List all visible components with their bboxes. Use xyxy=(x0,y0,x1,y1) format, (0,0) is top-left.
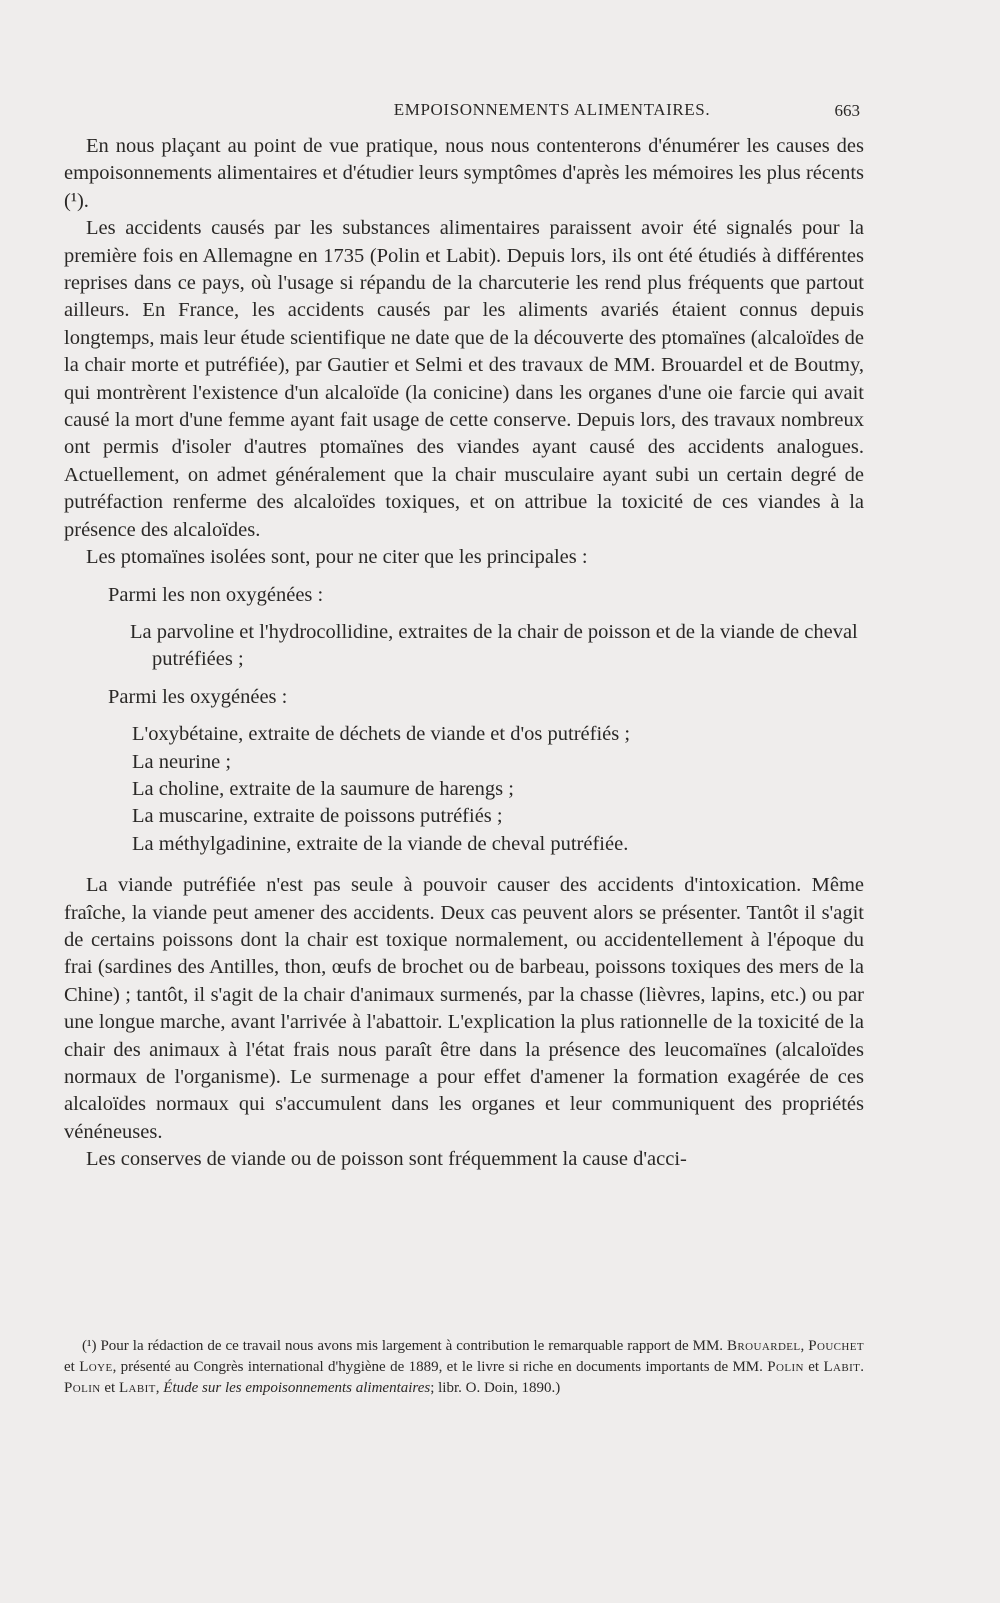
list-lead: Parmi les non oxygénées : xyxy=(108,583,324,606)
paragraph: Les ptomaïnes isolées sont, pour ne citer que les principales : xyxy=(86,546,588,569)
list-lead: Parmi les oxygénées : xyxy=(108,685,288,708)
list-item: La muscarine, extraite de poissons putréfiés ; xyxy=(132,805,503,828)
footnote-text: , xyxy=(155,1380,160,1396)
footnote-text: , xyxy=(800,1338,805,1354)
author-name: Polin xyxy=(64,1380,101,1396)
footnote-text: Pour la rédaction de ce travail nous avons mis largement à contribution le remarquable rapport de MM. xyxy=(100,1338,724,1354)
author-name: Labit xyxy=(118,1380,156,1396)
page-number: 663 xyxy=(834,101,860,120)
main-text xyxy=(64,133,864,1174)
list-item: La choline, extraite de la saumure de harengs ; xyxy=(132,777,514,800)
footnote-text: et xyxy=(64,1359,75,1375)
footnote-text: ; libr. O. Doin, 1890.) xyxy=(430,1380,561,1396)
footnote-text: et xyxy=(104,1380,116,1396)
paragraph-text: En nous plaçant au point de vue pratique, nous nous contenterons d'énumérer les causes des empoisonnements alimentaires et d'étudier leurs symptômes d'après les mémoires les plus récents xyxy=(64,135,864,185)
footnote-text: et xyxy=(808,1359,820,1375)
list-item: L'oxybétaine, extraite de déchets de viande et d'os putréfiés ; xyxy=(132,723,631,746)
non-oxygenated-list xyxy=(64,619,864,674)
running-head xyxy=(64,100,860,120)
oxygenated-list xyxy=(64,721,864,858)
footnote xyxy=(64,1336,864,1399)
author-name: Brouardel xyxy=(727,1338,801,1354)
paragraph xyxy=(64,133,864,215)
footnote-reference: (¹). xyxy=(64,189,89,212)
list-item: La neurine ; xyxy=(132,750,232,773)
footnote-block xyxy=(64,1336,864,1399)
author-name: Labit xyxy=(823,1359,861,1375)
paragraph: Les conserves de viande ou de poisson sont fréquemment la cause d'acci- xyxy=(86,1148,687,1171)
footnote-text: . xyxy=(860,1359,865,1375)
footnote-text: , présenté au Congrès international d'hygiène de 1889, et le livre si riche en documents importants de MM. xyxy=(112,1359,763,1375)
list-item: La parvoline et l'hydrocollidine, extraites de la chair de poisson et de la viande de cheval putréfiées ; xyxy=(130,620,858,671)
list-item: La méthylgadinine, extraite de la viande de cheval putréfiée. xyxy=(132,832,629,855)
author-name: Pouchet xyxy=(808,1338,864,1354)
cited-work-title: Étude sur les empoisonnements alimentaires xyxy=(163,1380,431,1396)
paragraph: Les accidents causés par les substances alimentaires paraissent avoir été signalés pour la première fois en Allemagne en 1735 (Polin et Labit). Depuis lors, ils ont été étudiés à différentes reprises dans ce pays, où l'usage si répandu de la charcuterie les rend plus fréquents que partout ailleurs. En France, les accidents causés par les aliments avariés étaient connus depuis longtemps, mais leur étude scientifique ne date que de la découverte des ptomaïnes (alcaloïdes de la chair morte et putréfiée), par Gautier et Selmi et des travaux de MM. Brouardel et de Boutmy, qui montrèrent l'existence d'un alcaloïde (la conicine) dans les organes d'une oie farcie qui avait causé la mort d'une femme ayant fait usage de cette conserve. Depuis lors, des travaux nombreux ont permis d'isoler d'autres ptomaïnes des viandes ayant causé des accidents analogues. Actuellement, on admet généralement que la chair musculaire ayant subi un certain degré de putréfaction renferme des alcaloïdes toxiques, et on attribue la toxicité de ces viandes à la présence des alcaloïdes. xyxy=(64,217,864,541)
running-head-title: EMPOISONNEMENTS ALIMENTAIRES. xyxy=(393,100,711,119)
paragraph: La viande putréfiée n'est pas seule à pouvoir causer des accidents d'intoxication. Même fraîche, la viande peut amener des accidents. Deux cas peuvent alors se présenter. Tantôt il s'agit de certains poissons dont la chair est toxique normalement, ou accidentellement à l'époque du frai (sardines des Antilles, thon, œufs de brochet ou de barbeau, poissons toxiques des mers de la Chine) ; tantôt, il s'agit de la chair d'animaux surmenés, par la chasse (lièvres, lapins, etc.) ou par une longue marche, avant l'arrivée à l'abattoir. L'explication la plus rationnelle de la toxicité de la chair des animaux à l'état frais nous paraît être dans la présence des leucomaïnes (alcaloïdes normaux de l'organisme). Le surmenage a pour effet d'amener la formation exagérée de ces alcaloïdes normaux qui s'accumulent dans les organes et leur communiquent des propriétés vénéneuses. xyxy=(64,874,864,1143)
author-name: Polin xyxy=(767,1359,804,1375)
footnote-marker: (¹) xyxy=(82,1338,97,1354)
author-name: Loye xyxy=(79,1359,113,1375)
